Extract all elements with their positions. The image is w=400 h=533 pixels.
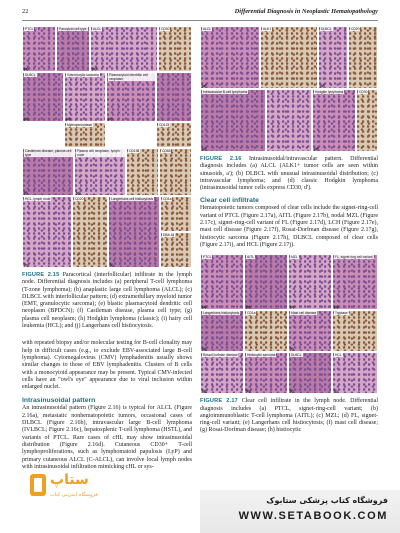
page-number: 22 bbox=[22, 8, 29, 15]
fig15-panel bbox=[22, 26, 56, 72]
banner-store-name: فروشگاه کتاب پزشکی ستابوک bbox=[266, 496, 388, 505]
panel-letter: (d) bbox=[334, 305, 339, 310]
running-header bbox=[22, 8, 378, 20]
panel-label: DBA.44 bbox=[163, 233, 175, 237]
panel-label: AITL bbox=[247, 255, 254, 260]
panel-letter: (b) bbox=[246, 305, 251, 310]
fig15-panel bbox=[74, 148, 126, 196]
panel-label: ALCL bbox=[93, 27, 102, 31]
fig16-panel bbox=[260, 26, 318, 89]
panel-label: DLBCL bbox=[25, 73, 36, 77]
figure-2-16-label: FIGURE 2.16 bbox=[200, 156, 242, 162]
panel-letter: (g) bbox=[76, 191, 81, 195]
section-heading-clear-cell: Clear cell infiltrate bbox=[200, 197, 259, 205]
fig16-panel bbox=[318, 26, 348, 89]
panel-label: Langerhans cell histiocytosis bbox=[111, 197, 153, 201]
figure-2-15-label: FIGURE 2.15 bbox=[22, 272, 60, 278]
body-paragraph: Hematopoietic tumors composed of clear cells include the signet-ring-cell variant of PTCL (Figure 2.17a), AITL (Figure 2.17b), nodal MZL (Figure 2.17c), signet-ring-cell variant of FL (Figure 2.17d), LCH (Figure 2.17e), mast cell disease (Figure 2.17f), Rosai-Dorfman disease (Figure 2.17g), histiocytic sarcoma (Figure 2.17h), DLBCL composed of clear cells (Figure 2.17i), and HCL (Figure 2.17j). bbox=[200, 205, 378, 248]
panel-letter: (a) bbox=[202, 305, 207, 310]
logo-subtext: فروشگاه اینترنتی کتاب bbox=[50, 492, 98, 498]
fig15-panel bbox=[64, 122, 106, 148]
panel-label: Castleman disease, plasma cell type bbox=[25, 149, 72, 157]
panel-label: CD138 bbox=[129, 149, 140, 153]
panel-label: PTCL bbox=[25, 27, 34, 31]
fig16-panel bbox=[200, 89, 266, 152]
panel-letter: (b) bbox=[92, 67, 97, 71]
panel-label: Langerhans histiocytosis bbox=[203, 311, 240, 316]
figure-2-16-mosaic bbox=[200, 26, 378, 152]
panel-label: CD20 bbox=[75, 197, 84, 201]
panel-letter: (e) bbox=[202, 347, 207, 352]
section-heading-intrasinusoidal: Intrasinusoidal pattern bbox=[22, 397, 96, 405]
fig17-panel bbox=[244, 310, 288, 352]
figure-2-15-mosaic bbox=[22, 26, 192, 268]
publisher-logo bbox=[30, 470, 108, 504]
panel-letter: (i) bbox=[110, 263, 114, 267]
store-banner bbox=[200, 490, 400, 533]
fig15-panel bbox=[22, 72, 64, 122]
panel-letter: (f) bbox=[290, 347, 294, 352]
figure-2-17-label: FIGURE 2.17 bbox=[200, 398, 238, 405]
figure-2-17-mosaic bbox=[200, 254, 378, 394]
panel-label: Plasma cell neoplasm, lymph node bbox=[76, 149, 125, 157]
fig15-panel bbox=[156, 72, 192, 122]
panel-label: CD30 bbox=[161, 27, 170, 31]
panel-letter: (d) bbox=[66, 117, 71, 121]
panel-label: CD20 bbox=[351, 27, 360, 31]
panel-label: Pancytoid cell type bbox=[59, 27, 87, 31]
panel-label: Rosai-Dorfman disease bbox=[203, 353, 238, 358]
panel-letter: (h) bbox=[24, 263, 29, 267]
panel-label: Tryptase bbox=[335, 311, 348, 316]
panel-letter: (a) bbox=[202, 84, 207, 88]
fig16-panel bbox=[348, 26, 378, 89]
panel-label: CD68 bbox=[162, 149, 171, 153]
panel-letter: (c) bbox=[202, 147, 207, 151]
panel-letter: (f) bbox=[24, 191, 28, 195]
fig17-panel bbox=[332, 352, 378, 394]
right-column bbox=[200, 26, 378, 435]
fig16-panel bbox=[312, 89, 356, 152]
fig15-panel bbox=[90, 26, 158, 72]
fig15-panel bbox=[160, 232, 192, 268]
panel-label: CD123 bbox=[159, 123, 170, 127]
figure-2-16-caption-text: Intrasinusoidal/intravascular pattern. Differential diagnosis includes (a) ALCL (ALK1+ tumor cells are seen within sinusoids, a'); (b) DLBCL with unusual intrasinusoidal distribution; (c) intravascular lymphoma; and (d) classic Hodgkin lymphoma (intrasinusoidal tumor cells express CD30, d'). bbox=[200, 156, 378, 192]
panel-letter: (j) bbox=[334, 389, 338, 394]
panel-letter: (d) bbox=[314, 147, 319, 151]
banner-url: WWW.SETABOOK.COM bbox=[238, 510, 388, 522]
panel-letter: (i) bbox=[290, 389, 294, 394]
fig17-panel bbox=[332, 310, 378, 352]
fig15-panel bbox=[64, 72, 106, 122]
panel-letter: (c) bbox=[24, 117, 29, 121]
panel-label: Plasmacytoid dendritic cell neoplasm bbox=[108, 73, 155, 81]
fig16-panel bbox=[266, 89, 312, 152]
panel-label: MZL bbox=[291, 255, 298, 260]
panel-label: ALK1 bbox=[263, 27, 272, 31]
panel-label: ALCL bbox=[203, 27, 212, 31]
fig15-panel bbox=[156, 122, 192, 148]
panel-label: FL, signet ring cell variant bbox=[335, 255, 373, 260]
panel-label: CD1a bbox=[247, 311, 256, 316]
figure-2-15-caption bbox=[22, 272, 192, 330]
panel-letter: (g) bbox=[202, 389, 207, 394]
panel-label: HCL, lymph node bbox=[25, 197, 51, 201]
figure-2-15-caption-text: Paracortical (interfollicular) infiltrate in the lymph node. Differential diagnosis includes (a) peripheral T-cell lymphoma (T-zone lymphoma); (b) anaplastic large cell lymphoma (ALCL); (c) DLBCL with interfollicular pattern; (d) extramedullary myeloid tumor (EMT, granulocytic sarcoma); (e) blastic plasmacytoid dendritic cell neoplasm (BPDCN); (f) Castleman disease, plasma cell type; (g) plasma cell neoplasm; (h) Hodgkin lymphoma (classic); (i) hairy cell leukemia (HCL); and (j) Langerhans cell histiocytosis. bbox=[22, 272, 192, 330]
fig15-panel bbox=[22, 196, 72, 268]
fig15-panel bbox=[72, 196, 108, 268]
panel-label: DLBCL bbox=[291, 353, 302, 358]
body-paragraph: with repeated biopsy and/or molecular testing for B-cell clonality may help in difficult cases (e.g., to exclude EBV-associated large B-cell lymphoma). Cytomegalovirus (CMV) lymphadenitis usually shows similar changes to those of EBV lymphadenitis. Clusters of B cells with a monocytoid appearance may be present. Typical CMV-infected cells have an "owl's eye" appearance due to viral inclusion within enlarged nuclei. bbox=[22, 340, 192, 391]
panel-label: HCL bbox=[335, 353, 342, 358]
fig15-panel bbox=[106, 72, 156, 122]
panel-letter: (b) bbox=[320, 84, 325, 88]
panel-letter: (a) bbox=[24, 67, 29, 71]
panel-letter: (e) bbox=[108, 117, 113, 121]
fig17-panel bbox=[200, 254, 244, 310]
fig17-panel bbox=[200, 352, 244, 394]
panel-label: PTCL bbox=[203, 255, 212, 260]
fig15-panel bbox=[159, 148, 192, 196]
fig15-panel bbox=[158, 26, 192, 72]
fig17-panel bbox=[288, 254, 332, 310]
fig15-panel bbox=[56, 26, 90, 72]
fig17-panel bbox=[244, 254, 288, 310]
fig17-panel bbox=[244, 352, 288, 394]
panel-letter: (c) bbox=[290, 305, 295, 310]
logo-text: ستاپ bbox=[50, 472, 89, 488]
figure-2-17-caption-text: Clear cell infiltrate in the lymph node. Differential diagnosis includes (a) PTCL, signet-ring-cell variant; (b) angioimmunoblastic T-cell lymphoma (AITL); (c) MZL; (d) FL, signet-ring-cell variant; (e) Langerhans cell histiocytosis; (f) mast cell disease; (g) Rosai-Dorfman disease; (h) histiocytic bbox=[200, 398, 378, 434]
fig17-panel bbox=[288, 352, 332, 394]
fig17-panel bbox=[288, 310, 332, 352]
panel-label: DLBCL bbox=[321, 27, 332, 31]
panel-label: CD30 bbox=[359, 90, 368, 94]
figure-2-16-caption bbox=[200, 156, 378, 192]
fig16-panel bbox=[356, 89, 378, 152]
fig15-panel bbox=[108, 196, 160, 268]
fig17-panel bbox=[332, 254, 378, 310]
panel-label: CD1a bbox=[163, 197, 172, 201]
body-paragraph: An intrasinusoidal pattern (Figure 2.16) is typical for ALCL (Figure 2.16a), metastatic nonhematopoietic tumors, occasional cases of DLBCL (Figure 2.16b), intravascular large B-cell lymphoma (IVLBCL; Figure 2.16c), hepatosplenic T-cell lymphoma (HSTL), and variants of PTCL. Rare cases of cHL may show intrasinusoidal distribution (Figure 2.16d). Cutaneous CD30+ T-cell lymphoproliferations, such as lymphomatoid papulosis (LyP) and primary cutaneous ALCL (C-ALCL), can involve local lymph nodes with intrasinusoidal infiltration mimicking cHL or sys- bbox=[22, 405, 192, 470]
header-rule bbox=[22, 20, 378, 21]
panel-letter: (h) bbox=[246, 389, 251, 394]
fig15-panel bbox=[22, 148, 74, 196]
panel-label: Granulocytic sarcoma bbox=[67, 73, 99, 77]
panel-label: Mast cell disease bbox=[291, 311, 317, 316]
panel-label: Hodgkin lymphoma bbox=[315, 90, 344, 94]
fig15-panel bbox=[126, 148, 159, 196]
figure-2-17-caption bbox=[200, 398, 378, 434]
panel-label: Histiocytic sarcoma bbox=[247, 353, 276, 358]
fig17-panel bbox=[200, 310, 244, 352]
fig15-panel bbox=[160, 196, 192, 232]
fig16-panel bbox=[200, 26, 260, 89]
panel-label: Myeloperoxidase bbox=[67, 123, 92, 127]
left-column bbox=[22, 26, 192, 471]
panel-label: Intravascular B-cell lymphoma bbox=[203, 90, 248, 94]
running-title: Differential Diagnosis in Neoplastic Hematopathology bbox=[234, 8, 378, 15]
